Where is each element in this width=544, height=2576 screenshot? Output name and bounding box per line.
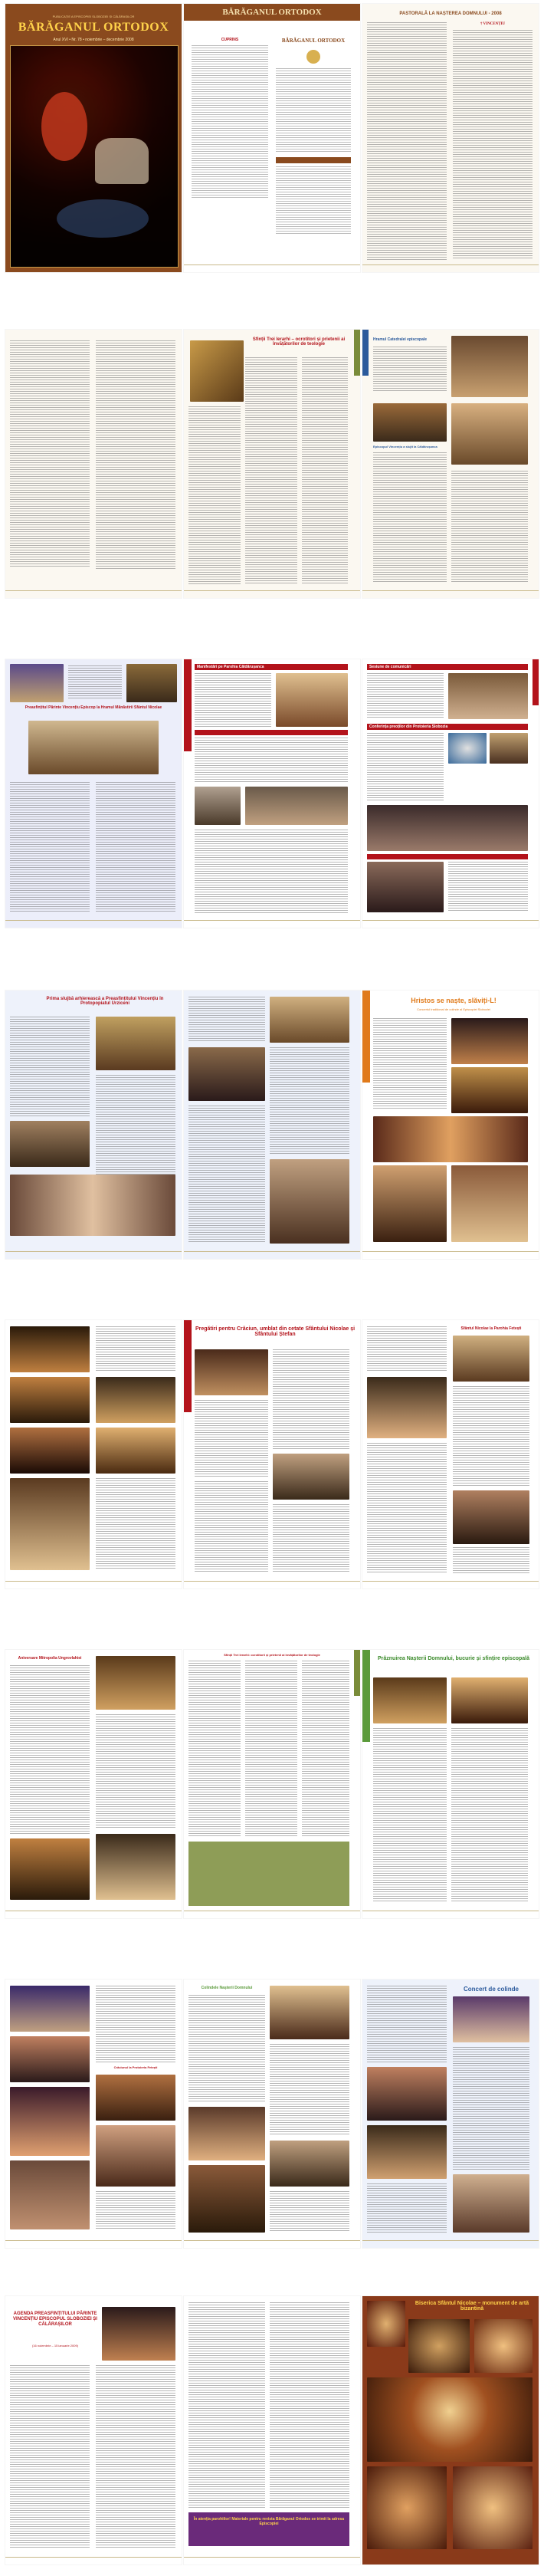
right-title-concert: Concert de colinde [463,1986,519,1993]
olive-tab [354,330,360,376]
emblem-icon [306,50,320,64]
spread-1 [0,4,544,280]
page-15[interactable] [362,1320,539,1589]
right-title-biserica: Biserica Sfântul Nicolae – monument de artă bizantină [415,2301,529,2312]
page-5[interactable] [184,330,360,598]
right-title: Hristos se naște, slăviți-L! [411,997,496,1004]
middle-caption-colinde: Colindele Naşterii Domnului [201,1986,253,1990]
page-13[interactable] [5,1320,182,1589]
cover-page[interactable] [5,4,182,272]
fresco-6 [453,2466,533,2549]
fresco-2 [408,2319,470,2373]
right-title-fetesti: Sfântul Nicolae la Parohia Fetești [460,1326,522,1331]
page-20[interactable] [184,1980,360,2248]
left-caption: Preasfințitul Părinte Vincențiu Episcop la Hramul Mănăstirii Sfântul Nicolae [25,705,162,710]
page-7[interactable] [5,659,182,928]
icon-trei-ierarhi [190,340,244,402]
right-header: Sesiune de comunicări [367,664,528,670]
agenda-subtitle: (16 noiembrie – 15 ianuarie 2009) [31,2344,79,2348]
page-17[interactable] [184,1650,360,1918]
middle-header-ierarhi: Sfinții Trei Ierarhi: ocrotitorii și prietenii ai învățătorilor de teologie [224,1653,320,1657]
page-18[interactable] [362,1650,539,1918]
blue-tab-left [362,330,369,376]
page-11[interactable] [184,991,360,1259]
spread-2 [0,330,544,606]
middle-header: Manifestări pe Parohia Căldărușanca [195,664,348,670]
cover-title: BĂRĂGANUL ORTODOX [18,21,169,34]
spread-3 [0,659,544,935]
page-14[interactable] [184,1320,360,1589]
spread-4 [0,991,544,1267]
page-23[interactable] [184,2296,360,2564]
page-6[interactable] [362,330,539,598]
page-21[interactable] [362,1980,539,2248]
page2-header: BĂRĂGANUL ORTODOX [184,4,360,21]
photo-bishop [451,336,528,397]
fresco-5 [367,2466,447,2549]
cover-issue: Anul XVI • Nr. 78 • noiembrie – decembrie 2008 [53,38,134,42]
page-2[interactable] [184,4,360,272]
pastoral-signature: † VINCENȚIU [480,22,506,26]
side-caption: Episcopul Vincențiu a slujit la Căldărușanca [373,445,437,449]
bishop-portrait [102,2307,175,2361]
page-10[interactable] [5,991,182,1259]
right-header-2: Conferința preoților din Protoieria Slobozia [367,724,528,730]
agenda-title: AGENDA PREASFINȚITULUI PĂRINTE VINCENȚIU EPISCOPUL SLOBOZIEI ȘI CĂLĂRAȘILOR [13,2312,97,2328]
side-title-hram: Hramul Catedralei episcopale [373,337,428,342]
left-subtitle: Aniversare Mitropolia Ungrovlahiei [18,1656,82,1661]
page-22[interactable] [5,2296,182,2564]
fresco-4 [367,2377,533,2462]
right-subtitle: Concertul tradițional de colinde al Episcopiei Sloboziei [417,1007,490,1011]
page-19[interactable] [5,1980,182,2248]
right-title-praznuire: Prăznuirea Nașterii Domnului, bucurie și sfințire episcopală [378,1656,529,1661]
page-8[interactable] [184,659,360,928]
fresco-3 [474,2319,533,2373]
page-9[interactable] [362,659,539,928]
contents-label: CUPRINS [221,38,239,42]
page-16[interactable] [5,1650,182,1918]
page-3[interactable] [362,4,539,272]
page-12[interactable] [362,991,539,1259]
page-4[interactable] [5,330,182,598]
pastoral-title: PASTORALĂ LA NAȘTEREA DOMNULUI - 2008 [399,12,502,16]
middle-title: Pregătiri pentru Crăciun, umblat din cetate Sfântului Nicolae și Sfântului Ștefan [195,1326,356,1337]
left-title: Prima slujbă arhierească a Preasfințitului Vincențiu în Protopopiatul Urziceni [46,997,164,1006]
article-title-trei-ierarhi: Sfinții Trei Ierarhi – ocrotitori și prietenii ai învățătorilor de teologie [252,337,346,347]
page-24[interactable] [362,2296,539,2564]
cover-icon-image [10,45,179,268]
spread-5 [0,1320,544,1596]
purple-banner: În atenția parohiilor! Materiale pentru revista Bărăganul Ortodox se trimit la adresa Episcopiei [188,2512,349,2546]
spread-6 [0,1650,544,1926]
olive-box [188,1842,349,1906]
fresco-1 [367,2301,405,2347]
left-caption-fetesti: Crăciunul la Protoieria Fetești [113,2065,158,2069]
cover-top-line: PUBLICAȚIE A EPISCOPIEI SLOBOZIEI ȘI CĂLĂRAȘILOR [52,15,135,18]
spread-7 [0,1980,544,2256]
spread-8 [0,2296,544,2572]
masthead: BĂRĂGANUL ORTODOX [281,38,346,44]
